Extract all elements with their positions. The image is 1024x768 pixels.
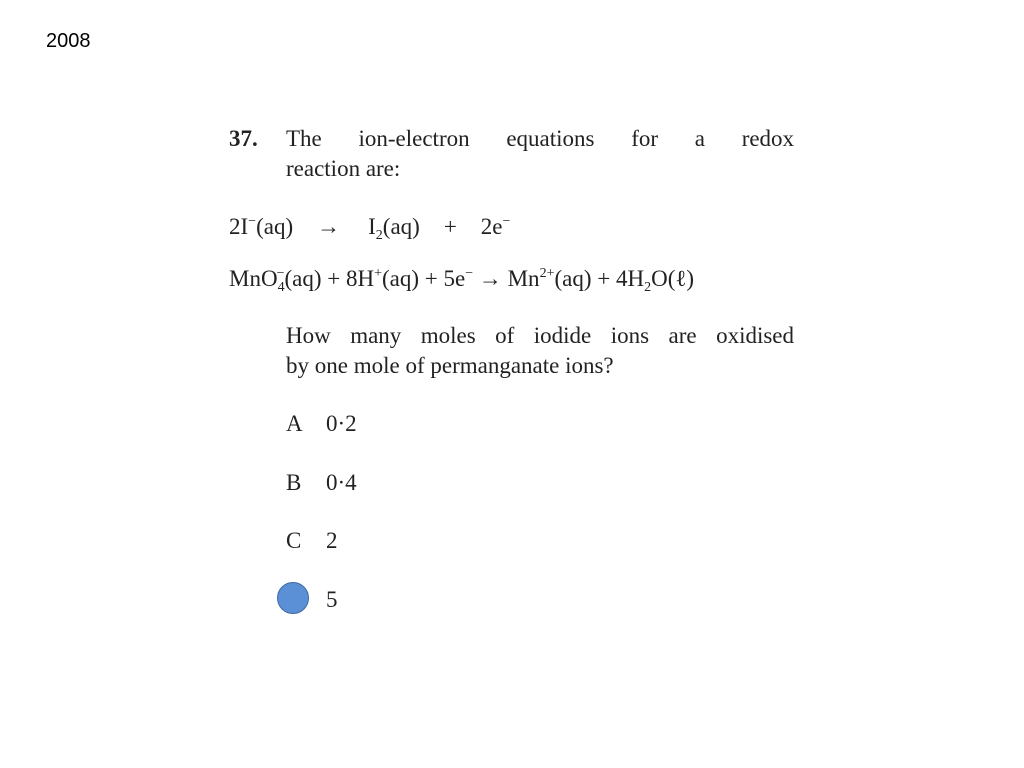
question-prompt-line-2: by one mole of permanganate ions? (286, 353, 614, 378)
reaction-arrow: → (317, 214, 341, 239)
plus-sign: + (443, 214, 457, 239)
option-c[interactable] (286, 528, 338, 554)
question-stem-line-2: reaction are: (286, 156, 401, 181)
option-letter: B (286, 470, 302, 495)
equation-electrons: 2e− (480, 214, 511, 239)
year-label: 2008 (46, 30, 91, 52)
stem-word: The (286, 126, 322, 151)
option-value: 2 (326, 528, 338, 553)
stem-word: equations (506, 126, 595, 151)
stem-word: redox (741, 126, 795, 151)
option-value: 0·2 (326, 411, 357, 436)
option-value: 5 (326, 587, 338, 612)
equation-reactant: 2I−(aq) (229, 214, 294, 239)
option-value: 0·4 (326, 470, 357, 495)
stem-word: for (631, 126, 659, 151)
option-letter: C (286, 528, 302, 553)
question-prompt-line-1: How many moles of iodide ions are oxidised (286, 323, 795, 348)
question-number: 37. (229, 126, 258, 151)
option-letter: A (286, 411, 303, 436)
equation-product: $I_2(aq)$ (368, 214, 420, 243)
question-stem-line-1 (286, 126, 794, 152)
equation-oxidation (229, 214, 511, 243)
stem-word: a (694, 126, 705, 151)
stem-word: ion-electron (358, 126, 470, 151)
answer-marker-circle (277, 582, 309, 614)
equation-reduction: $MnO_4^-(aq) + 8H^+(aq) + 5e^- \to Mn^{2+}(aq)$ + $4H_2O(\ell)$ (229, 266, 695, 295)
option-b[interactable] (286, 470, 357, 496)
option-a[interactable] (286, 411, 357, 437)
